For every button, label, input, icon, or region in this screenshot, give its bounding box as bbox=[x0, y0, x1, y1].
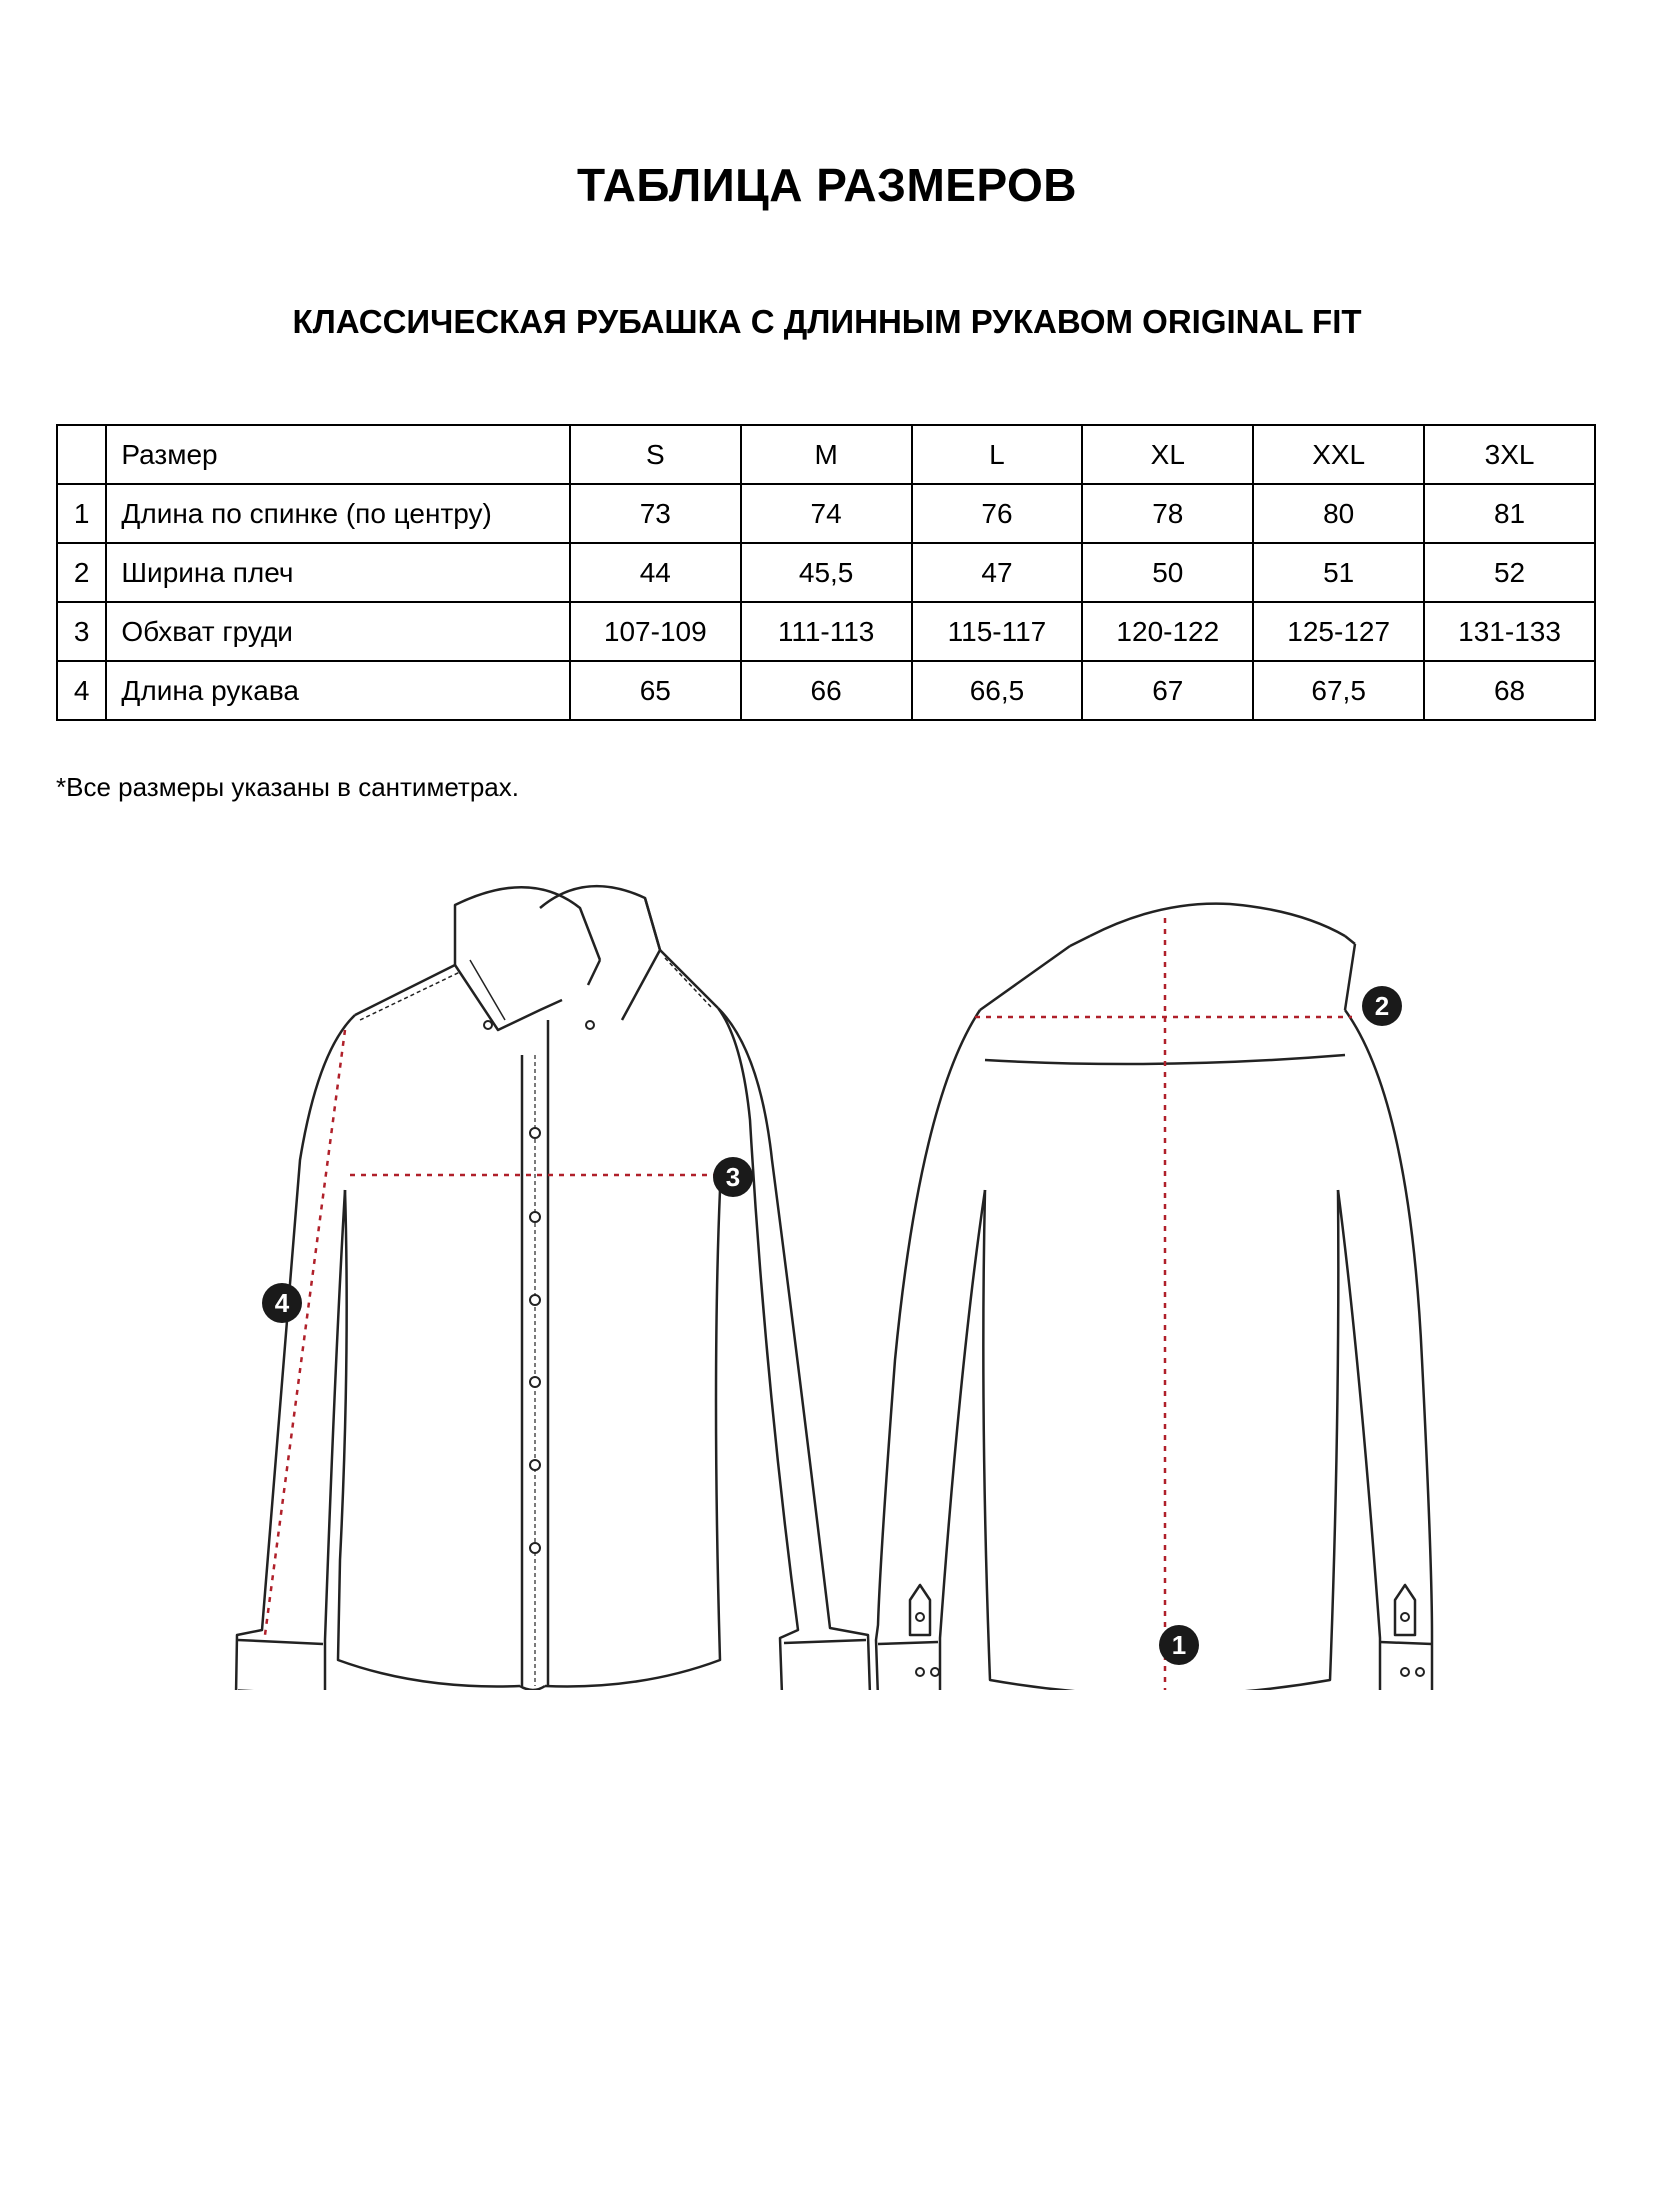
marker-4-label: 4 bbox=[274, 1288, 290, 1318]
marker-2 bbox=[1362, 986, 1402, 1026]
table-cell: 66,5 bbox=[912, 661, 1083, 720]
size-col-header: L bbox=[912, 425, 1083, 484]
table-row bbox=[57, 484, 1595, 543]
table-cell bbox=[57, 425, 106, 484]
table-cell: 66 bbox=[741, 661, 912, 720]
marker-4 bbox=[262, 1283, 302, 1323]
table-cell: 50 bbox=[1082, 543, 1253, 602]
table-cell: 125-127 bbox=[1253, 602, 1424, 661]
product-subtitle: КЛАССИЧЕСКАЯ РУБАШКА С ДЛИННЫМ РУКАВОМ ORIGINAL FIT bbox=[292, 303, 1362, 340]
table-cell: 107-109 bbox=[570, 602, 741, 661]
size-col-header: 3XL bbox=[1424, 425, 1595, 484]
size-col-header: XXL bbox=[1253, 425, 1424, 484]
table-cell: 65 bbox=[570, 661, 741, 720]
table-cell: 131-133 bbox=[1424, 602, 1595, 661]
marker-1 bbox=[1159, 1625, 1199, 1665]
marker-1-label: 1 bbox=[1171, 1630, 1187, 1660]
table-cell: 73 bbox=[570, 484, 741, 543]
sleeve-measure-line bbox=[265, 1030, 345, 1635]
marker-3 bbox=[713, 1157, 753, 1197]
table-cell: 68 bbox=[1424, 661, 1595, 720]
table-row bbox=[57, 661, 1595, 720]
table-cell: 111-113 bbox=[741, 602, 912, 661]
table-row bbox=[57, 543, 1595, 602]
table-cell: 44 bbox=[570, 543, 741, 602]
table-cell: 51 bbox=[1253, 543, 1424, 602]
size-col-header: XL bbox=[1082, 425, 1253, 484]
table-cell: 45,5 bbox=[741, 543, 912, 602]
size-col-header: M bbox=[741, 425, 912, 484]
measurement-name: Длина по спинке (по центру) bbox=[106, 484, 569, 543]
row-number: 1 bbox=[57, 484, 106, 543]
units-note: *Все размеры указаны в сантиметрах. bbox=[56, 772, 519, 802]
table-cell: 74 bbox=[741, 484, 912, 543]
table-cell: 115-117 bbox=[912, 602, 1083, 661]
table-cell: 80 bbox=[1253, 484, 1424, 543]
measurement-name: Обхват груди bbox=[106, 602, 569, 661]
marker-3-label: 3 bbox=[725, 1162, 741, 1192]
table-cell: 47 bbox=[912, 543, 1083, 602]
table-cell: 76 bbox=[912, 484, 1083, 543]
table-cell: 52 bbox=[1424, 543, 1595, 602]
row-number: 3 bbox=[57, 602, 106, 661]
table-cell: 67 bbox=[1082, 661, 1253, 720]
table-cell: 120-122 bbox=[1082, 602, 1253, 661]
size-header-label: Размер bbox=[106, 425, 569, 484]
shirt-illustration bbox=[0, 860, 1654, 1690]
table-cell: 67,5 bbox=[1253, 661, 1424, 720]
buttons-front bbox=[484, 1021, 594, 1553]
size-col-header: S bbox=[570, 425, 741, 484]
table-row bbox=[57, 602, 1595, 661]
shirt-front-drawing bbox=[236, 886, 870, 1690]
shirt-back-drawing bbox=[876, 904, 1432, 1690]
row-number: 4 bbox=[57, 661, 106, 720]
size-table bbox=[56, 424, 1596, 721]
row-number: 2 bbox=[57, 543, 106, 602]
table-header-row bbox=[57, 425, 1595, 484]
table-cell: 78 bbox=[1082, 484, 1253, 543]
page-title: ТАБЛИЦА РАЗМЕРОВ bbox=[576, 159, 1078, 211]
measurement-name: Длина рукава bbox=[106, 661, 569, 720]
measurement-name: Ширина плеч bbox=[106, 543, 569, 602]
marker-2-label: 2 bbox=[1374, 991, 1390, 1021]
measurement-lines bbox=[265, 918, 1352, 1690]
table-cell: 81 bbox=[1424, 484, 1595, 543]
